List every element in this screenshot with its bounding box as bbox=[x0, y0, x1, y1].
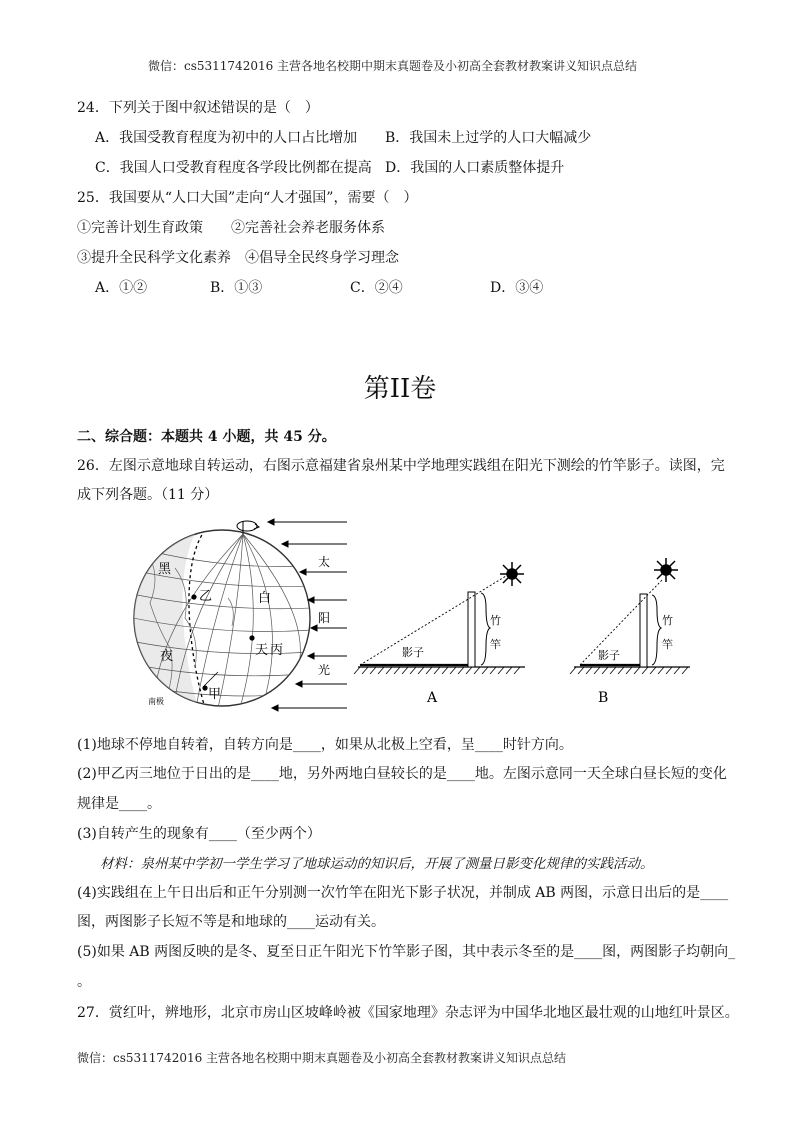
label-yi: 乙 bbox=[199, 589, 213, 604]
shadow-diagram-b bbox=[570, 558, 690, 706]
q26-sub2-line2: 规律是____。 bbox=[77, 796, 161, 812]
page-header: 微信：cs5311742016 主营各地名校期中期末真题卷及小初高全套教材教案讲义知识点总结 bbox=[148, 59, 638, 73]
label-bai: 白 bbox=[258, 591, 272, 606]
q26-stem-line2: 成下列各题。（11 分） bbox=[77, 487, 219, 503]
q26-sub4-line1: (4)实践组在上午日出后和正午分别测一次竹竿在阳光下影子状况，并制成 AB 两图，示意日出后的是____ bbox=[77, 885, 729, 901]
point-jia bbox=[202, 685, 207, 690]
q24-option-d: D．我国的人口素质整体提升 bbox=[385, 160, 565, 176]
section2-heading: 二、综合题：本题共 4 小题，共 45 分。 bbox=[77, 429, 336, 445]
label-jia: 甲 bbox=[208, 687, 222, 702]
q25-items-1-2: ①完善计划生育政策 ②完善社会养老服务体系 bbox=[77, 220, 385, 236]
sun-icon-b bbox=[654, 558, 678, 582]
sun-label-yang: 阳 bbox=[318, 611, 331, 625]
shadow-diagram-a bbox=[354, 562, 525, 706]
shadow-label-a: 影子 bbox=[402, 646, 424, 659]
part2-title: 第II卷 bbox=[363, 374, 437, 404]
q25-items-3-4: ③提升全民科学文化素养 ④倡导全民终身学习理念 bbox=[77, 250, 399, 266]
shadow-label-b: 影子 bbox=[598, 649, 620, 662]
q26-sub5-line1: (5)如果 AB 两图反映的是冬、夏至日正午阳光下竹竿影子图，其中表示冬至的是____图，两图影子均朝向_ bbox=[77, 944, 736, 960]
q24-option-c: C．我国人口受教育程度各学段比例都在提高 bbox=[95, 160, 372, 176]
q24-option-a: A．我国受教育程度为初中的人口占比增加 bbox=[95, 130, 358, 146]
label-south-pole: 南极 bbox=[148, 697, 164, 706]
q26-sub4-line2: 图，两图影子长短不等是和地球的____运动有关。 bbox=[77, 914, 385, 930]
label-hei: 黑 bbox=[158, 562, 172, 577]
q26-sub2-line1: (2)甲乙丙三地位于日出的是____地，另外两地白昼较长的是____地。左图示意同一天全球白昼长短的变化 bbox=[77, 766, 727, 782]
pole-label-a-1: 竹 bbox=[490, 614, 501, 627]
q26-stem-line1: 26．左图示意地球自转运动，右图示意福建省泉州某中学地理实践组在阳光下测绘的竹竿影子。读图，完 bbox=[77, 458, 725, 474]
label-tian: 天 bbox=[255, 643, 269, 658]
sun-icon-a bbox=[500, 562, 524, 586]
q24-option-b: B．我国未上过学的人口大幅减少 bbox=[385, 130, 592, 146]
q24-stem: 24．下列关于图中叙述错误的是（ ） bbox=[77, 100, 319, 116]
page-footer: 微信：cs5311742016 主营各地名校期中期末真题卷及小初高全套教材教案讲义知识点总结 bbox=[77, 1051, 567, 1065]
point-bing bbox=[249, 635, 254, 640]
point-yi bbox=[191, 594, 196, 599]
label-bing: 丙 bbox=[270, 643, 284, 658]
q26-sub1: (1)地球不停地自转着，自转方向是____，如果从北极上空看，呈____时针方向。 bbox=[77, 737, 573, 753]
q27-stem: 27．赏红叶，辨地形，北京市房山区坡峰岭被《国家地理》杂志评为中国华北地区最壮观的山地红叶景区。 bbox=[77, 1005, 739, 1021]
q26-sub5-line2: 。 bbox=[77, 974, 91, 990]
pole-label-a-2: 竿 bbox=[490, 638, 501, 651]
sun-label-guang: 光 bbox=[318, 663, 331, 677]
q25-stem: 25．我国要从“人口大国”走向“人才强国”，需要（ ） bbox=[77, 190, 418, 206]
q25-option-d: D．③④ bbox=[490, 280, 544, 296]
q25-option-b: B．①③ bbox=[210, 280, 263, 296]
globe-diagram bbox=[100, 521, 312, 713]
label-ye: 夜 bbox=[160, 649, 174, 664]
pole-label-b-1: 竹 bbox=[662, 614, 673, 627]
diagram-label-b: B bbox=[598, 690, 609, 706]
q26-sub3: (3)自转产生的现象有____（至少两个） bbox=[77, 826, 321, 842]
q26-material: 材料：泉州某中学初一学生学习了地球运动的知识后，开展了测量日影变化规律的实践活动。 bbox=[100, 856, 654, 872]
q25-option-a: A．①② bbox=[95, 280, 148, 296]
sun-label-tai: 太 bbox=[318, 555, 331, 569]
diagram-label-a: A bbox=[427, 690, 438, 706]
pole-label-b-2: 竿 bbox=[662, 638, 673, 651]
q25-option-c: C．②④ bbox=[350, 280, 403, 296]
q26-figure bbox=[0, 508, 800, 718]
